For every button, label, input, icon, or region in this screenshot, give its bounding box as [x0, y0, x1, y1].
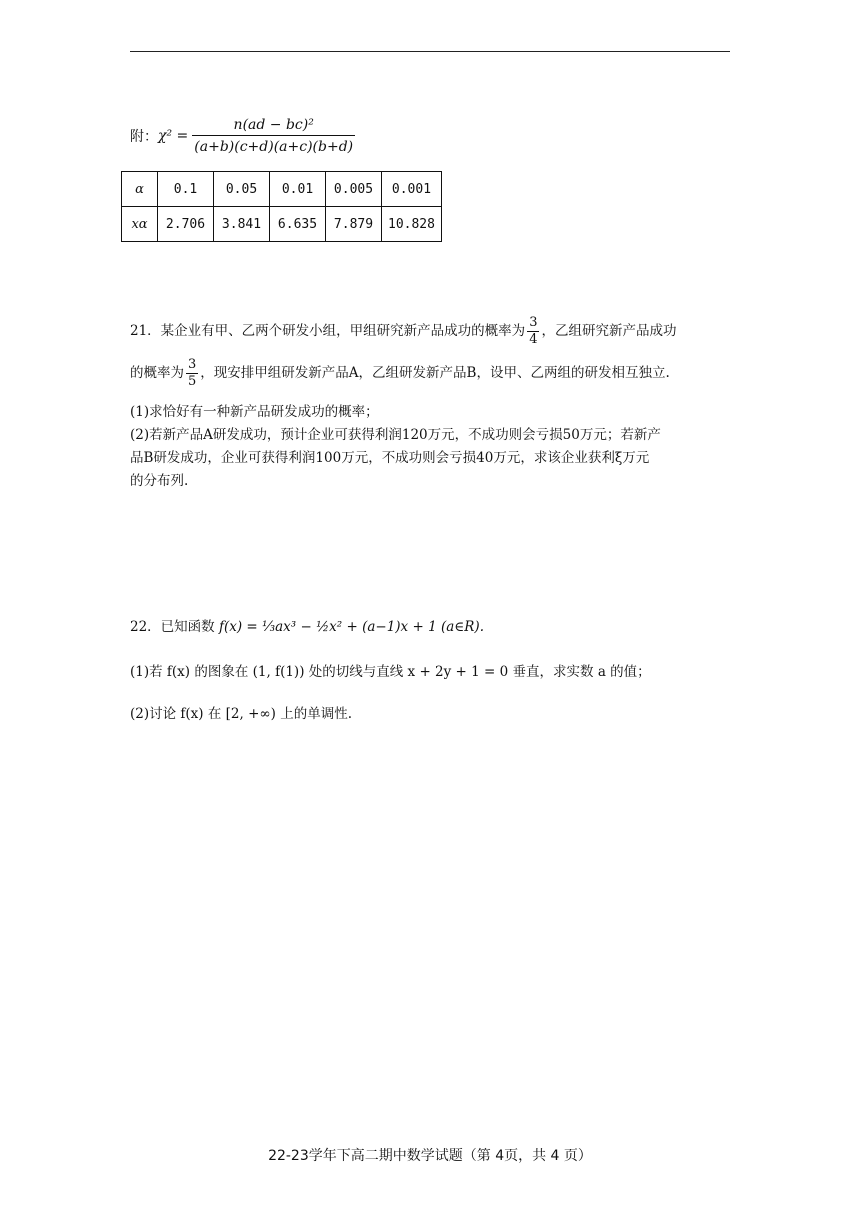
q21-part2-line1: (2)若新产品A研发成功，预计企业可获得利润120万元，不成功则会亏损50万元；若新产 [130, 427, 661, 443]
formula-denominator: (a+b)(c+d)(a+c)(b+d) [192, 135, 355, 155]
alpha-cell: 0.001 [382, 172, 442, 207]
q21-part2-line2: 品B研发成功，企业可获得利润100万元，不成功则会亏损40万元，求该企业获利ξ万元 [130, 450, 650, 466]
row-header-alpha: α [122, 172, 158, 207]
q22-stem [130, 616, 484, 638]
fraction-3-5 [186, 357, 198, 390]
critical-value-table [121, 171, 442, 242]
alpha-cell: 0.01 [270, 172, 326, 207]
frac-num: 3 [188, 357, 197, 372]
formula-lhs: χ² = [158, 128, 189, 144]
formula-numerator: n(ad − bc)² [233, 117, 314, 133]
x-cell: 10.828 [382, 207, 442, 242]
frac-den: 4 [529, 332, 538, 347]
formula-fraction [192, 117, 355, 155]
alpha-cell: 0.005 [326, 172, 382, 207]
chi-square-formula [130, 117, 355, 155]
q21-text: ，现安排甲组研发新产品A，乙组研发新产品B，设甲、乙两组的研发相互独立. [200, 365, 670, 381]
q22-prefix: 22．已知函数 [130, 619, 215, 635]
frac-num: 3 [529, 315, 538, 330]
x-cell: 6.635 [270, 207, 326, 242]
q21-part2-line3: 的分布列. [130, 473, 189, 489]
frac-den: 5 [188, 374, 197, 389]
x-cell: 7.879 [326, 207, 382, 242]
q21-text: 的概率为 [130, 365, 184, 381]
row-header-x: xα [122, 207, 158, 242]
q22-part1: (1)若 f(x) 的图象在 (1, f(1)) 处的切线与直线 x + 2y + 1 = 0 垂直，求实数 a 的值； [130, 664, 651, 680]
q21-line1 [130, 315, 676, 348]
table-row-x [122, 207, 442, 242]
x-cell: 2.706 [158, 207, 214, 242]
q22-function-expression: f(x) = ⅓ax³ − ½x² + (a−1)x + 1 (a∈R). [218, 619, 484, 635]
q21-line2 [130, 357, 670, 390]
formula-prefix: 附： [130, 129, 158, 145]
alpha-cell: 0.05 [214, 172, 270, 207]
header-rule [130, 51, 730, 52]
q21-text: 21．某企业有甲、乙两个研发小组，甲组研究新产品成功的概率为 [130, 323, 526, 339]
page-footer: 22-23学年下高二期中数学试题（第 4页，共 4 页） [268, 1148, 592, 1164]
alpha-cell: 0.1 [158, 172, 214, 207]
q21-text: ，乙组研究新产品成功 [541, 323, 677, 339]
x-cell: 3.841 [214, 207, 270, 242]
q21-part1: (1)求恰好有一种新产品研发成功的概率； [130, 404, 379, 420]
fraction-3-4 [527, 315, 539, 348]
q22-part2: (2)讨论 f(x) 在 [2, +∞) 上的单调性. [130, 706, 352, 722]
table-row-alpha [122, 172, 442, 207]
